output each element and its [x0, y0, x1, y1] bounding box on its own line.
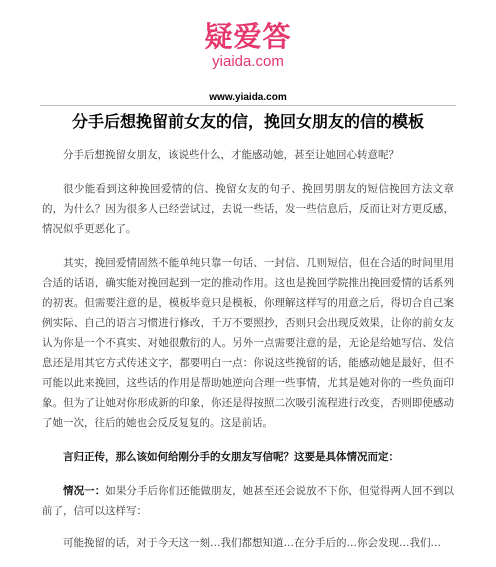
page-title: 分手后想挽留前女友的信，挽回女朋友的信的模板 [71, 112, 424, 131]
case-1-text: 如果分手后你们还能做朋友，她甚至还会说放不下你，但觉得两人回不到以前了，信可以这样写： [42, 485, 455, 517]
trailing-line: 可能挽留的话，对于今天这一刻…我们都想知道…在分手后的…你会发现…我们… [63, 537, 441, 549]
article-body [42, 145, 454, 567]
logo-text-cn: 疑爱答 [204, 20, 292, 53]
section-heading: 言归正传，那么该如何给刚分手的女朋友写信呢？这要是具体情况而定： [63, 451, 399, 463]
paragraph-intro: 分手后想挽留女朋友，该说些什么，才能感动她，甚至让她回心转意呢？ [63, 149, 399, 161]
paragraph-2: 很少能看到这种挽回爱情的信、挽留女友的句子、挽回男朋友的短信挽回方法文章的，为什么？因为很多人已经尝试过，去说一些话，发一些信息后，反而让对方更反感，情况似乎更恶化了。 [42, 183, 454, 235]
case-1-label: 情况一： [63, 485, 106, 497]
logo-text-en: yiaida.com [212, 53, 284, 70]
site-logo[interactable] [160, 20, 336, 90]
header-divider [40, 105, 456, 106]
paragraph-3: 其实，挽回爱情固然不能单纯只靠一句话、一封信、几则短信，但在合适的时间里用合适的话语，确实能对挽回起到一定的推动作用。这也是挽回学院推出挽回爱情的话系列的初衷。但需要注意的是，模板毕竟只是模板，你理解这样写的用意之后，得切合自己案例实际、自己的语言习惯进行修改，千万不要照抄，否则只会出现反效果，让你的前女友认为你是一个不真实、对她很敷衍的人。另外一点需要注意的是，无论是给她写信、发信息还是用其它方式传述文字，都要明白一点：你说这些挽留的话，能感动她是最好，但不可能以此来挽回，这些话的作用是帮助她逆向合理一些事情，尤其是她对你的一些负面印象。但为了让她对你形成新的印象，你还是得按照二次吸引流程进行改变，否则即使感动了她一次，往后的她也会反反复复的。这是前话。 [42, 257, 454, 429]
site-url[interactable]: www.yiaida.com [209, 92, 287, 103]
case-1-paragraph [42, 481, 454, 521]
